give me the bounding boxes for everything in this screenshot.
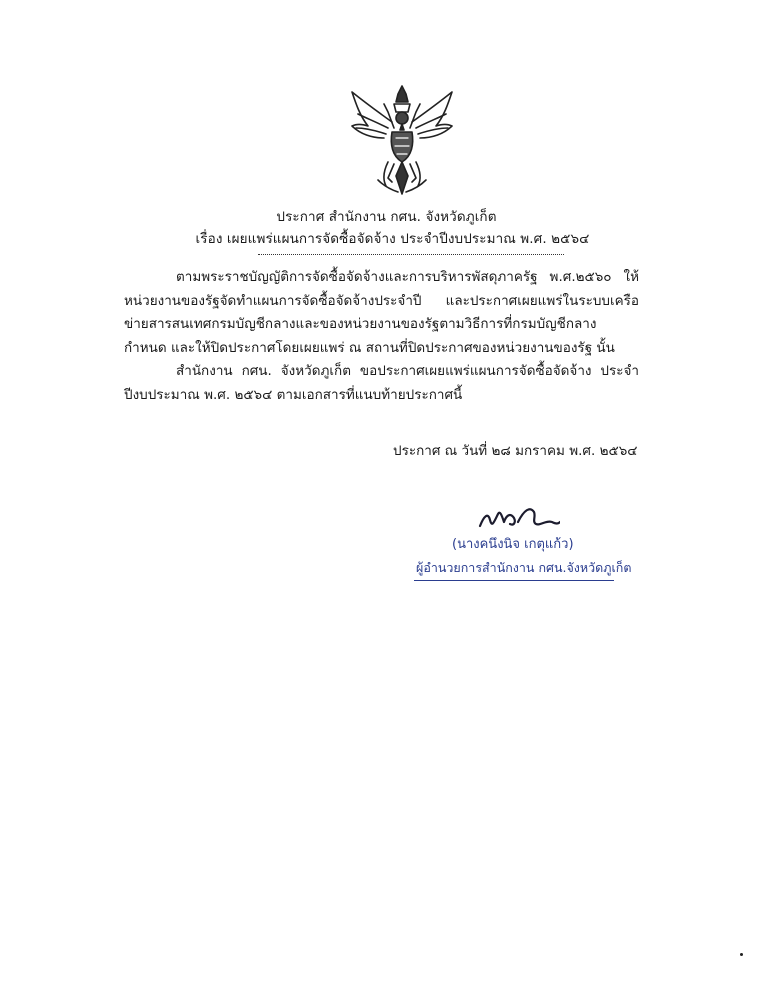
- body-paragraph-1-text: ตามพระราชบัญญัติการจัดซื้อจัดจ้างและการบริหารพัสดุภาครัฐ พ.ศ.๒๕๖๐ ให้หน่วยงานของรัฐจัดทำแผนการจัดซื้อจัดจ้างประจำปี และประกาศเผยแพร่ในระบบเครือข่ายสารสนเทศกรมบัญชีกลางและของหน่วยงานของรัฐตามวิธีการที่กรมบัญชีกลางกำหนด และให้ปิดประกาศโดยเผยแพร่ ณ สถานที่ปิดประกาศของหน่วยงานของรัฐ นั้น: [124, 269, 639, 356]
- scan-speck: [740, 953, 743, 956]
- announcement-date: ประกาศ ณ วันที่ ๒๘ มกราคม พ.ศ. ๒๕๖๔: [393, 443, 638, 459]
- announcement-header: [0, 206, 773, 250]
- garuda-emblem-icon: [348, 82, 456, 198]
- body-paragraph-2: [124, 360, 639, 407]
- handwritten-signature-icon: [474, 502, 560, 532]
- signatory-position: ผู้อำนวยการสำนักงาน กศน.จังหวัดภูเก็ต: [416, 560, 632, 575]
- signatory-name: (นางคนึงนิจ เกตุแก้ว): [452, 537, 574, 552]
- announcement-title: ประกาศ สำนักงาน กศน. จังหวัดภูเก็ต: [276, 209, 497, 225]
- announcement-body: [124, 266, 639, 407]
- announcement-subject: เรื่อง เผยแพร่แผนการจัดซื้อจัดจ้าง ประจำปีงบประมาณ พ.ศ. ๒๕๖๔: [195, 231, 590, 247]
- dotted-divider: [258, 254, 564, 255]
- body-paragraph-1: [124, 266, 639, 360]
- signatory-underline: [414, 580, 614, 581]
- body-paragraph-2-text: สำนักงาน กศน. จังหวัดภูเก็ต ขอประกาศเผยแพร่แผนการจัดซื้อจัดจ้าง ประจำปีงบประมาณ พ.ศ. ๒๕๖๔ ตามเอกสารที่แนบท้ายประกาศนี้: [124, 363, 639, 403]
